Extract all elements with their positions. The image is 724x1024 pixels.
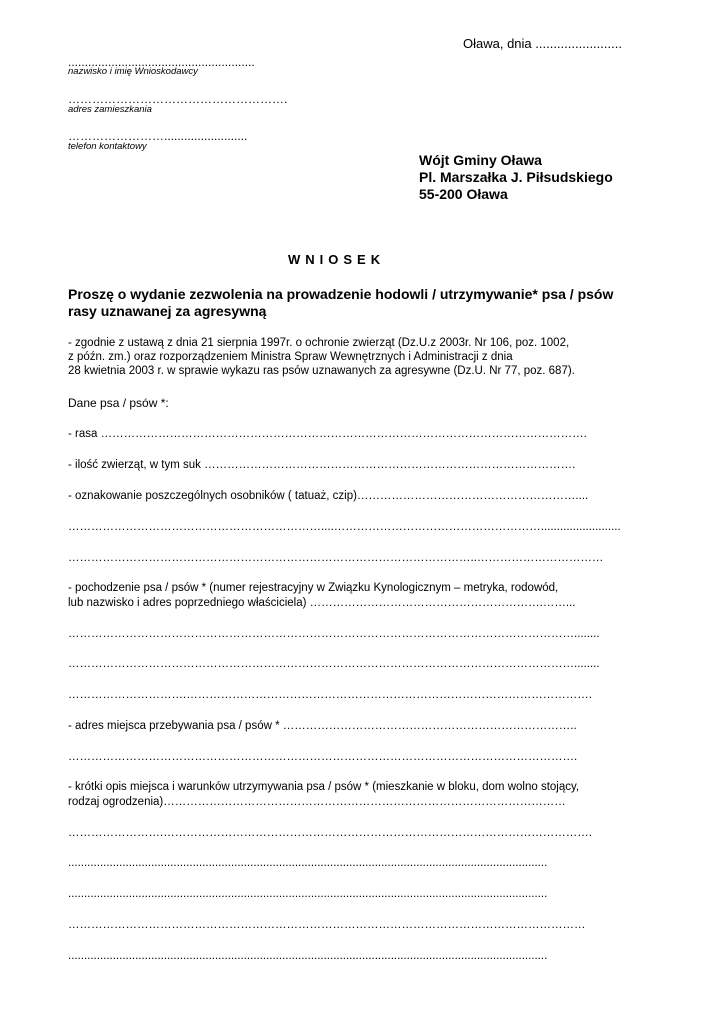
marking-field[interactable]: - oznakowanie poszczególnych osobników ( tatuaż, czip)………………………………………………….... (68, 490, 589, 502)
request-line-1: Proszę o wydanie zezwolenia na prowadzenie hodowli / utrzymywanie* psa / psów (68, 286, 614, 302)
applicant-address-field[interactable]: ………………………………………………. (68, 92, 288, 106)
place-date[interactable]: Oława, dnia ........................ (463, 36, 622, 51)
animal-count-field[interactable]: - ilość zwierząt, w tym suk ……………………………………………………………………………………. (68, 459, 576, 471)
applicant-address-caption: adres zamieszkania (68, 104, 152, 115)
marking-continuation-1[interactable]: …………………………………………………………....………………………………………………......................... (68, 521, 621, 533)
origin-field[interactable]: lub nazwisko i adres poprzedniego właściciela) …………………………………………………….……... (68, 597, 576, 609)
recipient-line-2: Pl. Marszałka J. Piłsudskiego (419, 169, 613, 185)
conditions-continuation-1[interactable]: …………………….…………………………………………………………………………………………………. (68, 827, 592, 839)
conditions-field[interactable]: rodzaj ogrodzenia)…………………………………………………………………………………………… (68, 796, 566, 808)
document-title: WNIOSEK (288, 252, 386, 267)
marking-continuation-2[interactable]: ……………………………………………………………………………………………..…………………………… (68, 552, 604, 564)
conditions-continuation-3[interactable]: ...................................................................................................................................................... (68, 888, 548, 900)
legal-basis-line-2: z późn. zm.) oraz rozporządzeniem Ministra Spraw Wewnętrznych i Administracji z dnia (68, 351, 513, 363)
conditions-continuation-5[interactable]: ...................................................................................................................................................... (68, 950, 548, 962)
conditions-continuation-4[interactable]: ……………………………………………………………………………………………………………………… (68, 919, 586, 931)
origin-continuation-2[interactable]: ……………………………………………………………………………………………………………………........ (68, 658, 600, 670)
applicant-name-caption: nazwisko i imię Wnioskodawcy (68, 66, 198, 77)
conditions-continuation-2[interactable]: ...................................................................................................................................................... (68, 857, 548, 869)
location-field[interactable]: - adres miejsca przebywania psa / psów * ………………………………………………………………….. (68, 720, 577, 732)
applicant-name-field[interactable]: ........................................................ (68, 55, 255, 69)
breed-field[interactable]: - rasa ………………………………………………………………………………………………………………. (68, 428, 587, 440)
legal-basis-line-3: 28 kwietnia 2003 r. w sprawie wykazu ras psów uznawanych za agresywne (Dz.U. Nr 77, poz. 687). (68, 365, 575, 377)
request-line-2: rasy uznawanej za agresywną (68, 303, 267, 319)
dog-data-header: Dane psa / psów *: (68, 396, 169, 410)
applicant-phone-field[interactable]: ……………………......................... (68, 129, 248, 143)
conditions-line-1: - krótki opis miejsca i warunków utrzymywania psa / psów * (mieszkanie w bloku, dom wolno stojący, (68, 781, 580, 793)
applicant-phone-caption: telefon kontaktowy (68, 141, 147, 152)
origin-continuation-3[interactable]: ………………………….……………………………………………………………………………………………. (68, 689, 592, 701)
recipient-line-1: Wójt Gminy Oława (419, 152, 542, 168)
legal-basis-line-1: - zgodnie z ustawą z dnia 21 sierpnia 1997r. o ochronie zwierząt (Dz.U.z 2003r. Nr 106, poz. 1002, (68, 337, 570, 349)
origin-continuation-1[interactable]: ……………………………………………………………………………………………………………………........ (68, 628, 600, 640)
origin-line-1: - pochodzenie psa / psów * (numer rejestracyjny w Związku Kynologicznym – metryka, rodowód, (68, 582, 559, 594)
location-continuation[interactable]: ……………………………………………………………………………………………………………………. (68, 751, 578, 763)
recipient-line-3: 55-200 Oława (419, 186, 508, 202)
